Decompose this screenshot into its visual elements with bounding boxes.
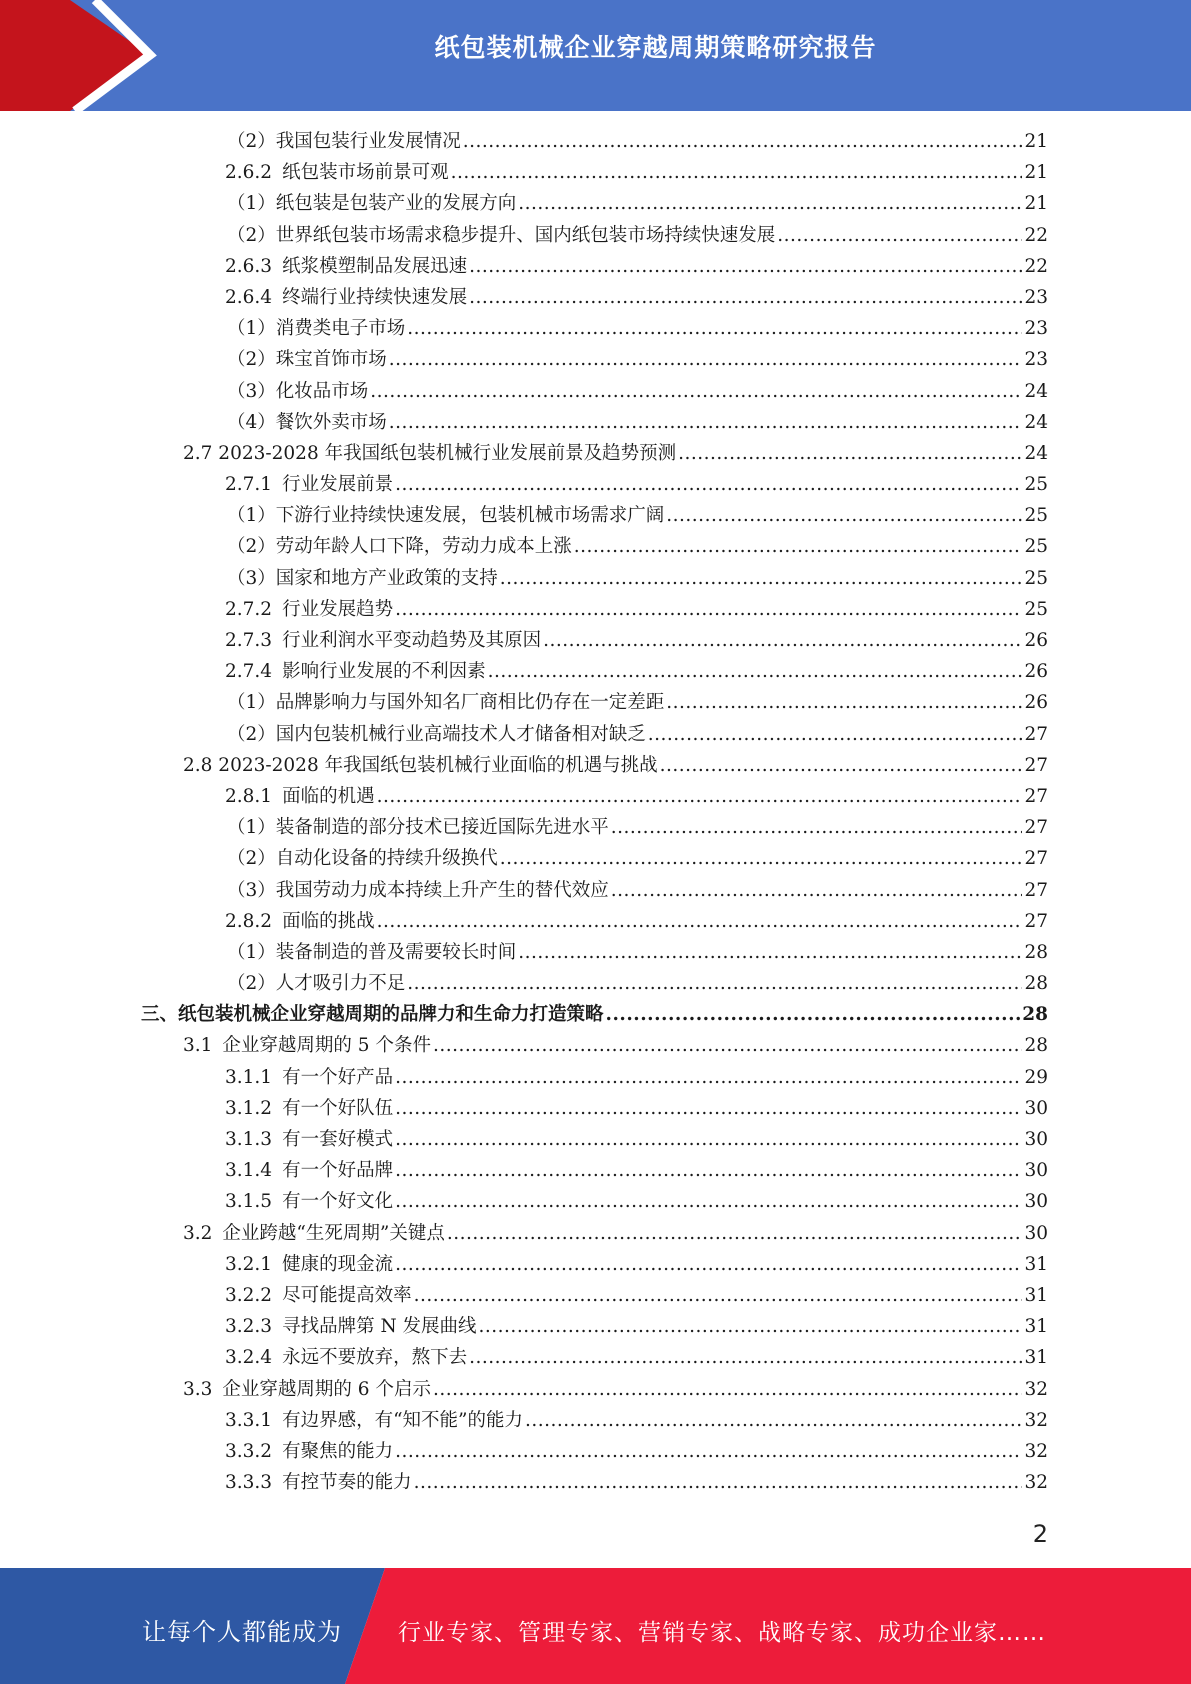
toc-entry[interactable]	[0, 594, 1191, 625]
toc-entry[interactable]	[0, 126, 1191, 157]
toc-entry-number: 3.2.1	[225, 1253, 273, 1275]
toc-entry-label	[183, 438, 676, 469]
toc-entry-label	[225, 1124, 393, 1155]
toc-entry[interactable]	[0, 625, 1191, 656]
toc-entry-page: 27	[1024, 879, 1048, 901]
footer-expert-list: 行业专家、管理专家、营销专家、战略专家、成功企业家……	[398, 1620, 1046, 1646]
toc-dot-leader	[395, 1186, 1022, 1217]
toc-entry-label	[227, 344, 387, 375]
toc-entry[interactable]	[0, 407, 1191, 438]
toc-entry-label	[227, 875, 609, 906]
toc-dot-leader	[414, 1467, 1023, 1498]
toc-entry-label	[225, 157, 449, 188]
toc-entry-label	[227, 563, 498, 594]
toc-dot-leader	[389, 344, 1023, 375]
toc-entry-label	[227, 500, 664, 531]
toc-entry-page: 21	[1024, 193, 1048, 215]
toc-entry-number: 3.1.2	[225, 1097, 273, 1119]
toc-entry-title: （1）装备制造的普及需要较长时间	[227, 941, 517, 963]
toc-entry-page: 22	[1024, 255, 1048, 277]
toc-entry-label	[227, 531, 572, 562]
toc-entry[interactable]	[0, 313, 1191, 344]
toc-entry-label	[225, 1342, 467, 1373]
toc-entry-title: 终端行业持续快速发展	[282, 286, 468, 308]
toc-entry-label	[227, 812, 609, 843]
toc-entry-title: （3）国家和地方产业政策的支持	[227, 567, 498, 589]
toc-entry-page: 32	[1024, 1472, 1048, 1494]
toc-entry-title: 永远不要放弃，熬下去	[282, 1347, 468, 1369]
toc-entry-label	[227, 126, 461, 157]
toc-entry-title: 三、纸包装机械企业穿越周期的品牌力和生命力打造策略	[141, 1004, 604, 1026]
toc-entry-label	[225, 1311, 477, 1342]
toc-entry[interactable]	[0, 781, 1191, 812]
toc-entry-title: （1）纸包装是包装产业的发展方向	[227, 193, 517, 215]
toc-dot-leader	[395, 1062, 1022, 1093]
toc-entry-title: （2）自动化设备的持续升级换代	[227, 848, 498, 870]
toc-entry[interactable]	[0, 376, 1191, 407]
toc-entry-number: 3.1.3	[225, 1129, 273, 1150]
page-header	[0, 0, 1191, 111]
toc-dot-leader	[500, 563, 1023, 594]
toc-entry-number: 3.2.4	[225, 1347, 273, 1369]
toc-dot-leader	[777, 220, 1022, 251]
toc-entry-title: 健康的现金流	[282, 1253, 394, 1275]
toc-entry-number: 2.6.3	[225, 255, 273, 277]
toc-entry-label	[225, 1062, 393, 1093]
toc-entry-label	[183, 1374, 431, 1405]
toc-dot-leader	[525, 1405, 1022, 1436]
toc-entry-label	[183, 1030, 431, 1061]
page-footer	[0, 1568, 1191, 1684]
toc-entry-number: 2.7.3	[225, 630, 273, 651]
toc-entry-page: 25	[1024, 536, 1048, 558]
toc-entry-label	[227, 313, 405, 344]
toc-entry-title: （1）装备制造的部分技术已接近国际先进水平	[227, 817, 609, 839]
toc-entry-number: 3.3	[183, 1378, 213, 1400]
toc-entry[interactable]	[0, 1342, 1191, 1373]
toc-dot-leader	[666, 500, 1022, 531]
toc-entry[interactable]	[0, 1436, 1191, 1467]
toc-entry-page: 24	[1024, 442, 1048, 464]
toc-dot-leader	[469, 1342, 1022, 1373]
toc-entry[interactable]	[0, 500, 1191, 531]
toc-entry[interactable]	[0, 157, 1191, 188]
toc-entry-page: 30	[1024, 1160, 1048, 1182]
toc-entry-page: 30	[1024, 1222, 1048, 1244]
toc-dot-leader	[389, 407, 1023, 438]
toc-entry-page: 32	[1024, 1440, 1048, 1462]
toc-entry-title: 有一个好队伍	[282, 1097, 394, 1119]
toc-entry-label	[225, 1436, 393, 1467]
toc-entry-label	[227, 407, 387, 438]
toc-entry-number: 3.1	[183, 1035, 213, 1057]
toc-entry[interactable]	[0, 1467, 1191, 1498]
toc-dot-leader	[488, 656, 1023, 687]
toc-entry-page: 21	[1024, 131, 1048, 152]
toc-entry-page: 27	[1024, 723, 1048, 745]
toc-entry-title: 2.7 2023-2028 年我国纸包装机械行业发展前景及趋势预测	[183, 442, 677, 464]
toc-entry-page: 27	[1024, 754, 1048, 776]
toc-dot-leader	[395, 1436, 1022, 1467]
toc-entry[interactable]	[0, 906, 1191, 937]
toc-entry-label	[227, 376, 368, 407]
toc-entry-title: （4）餐饮外卖市场	[227, 411, 387, 433]
toc-dot-leader	[395, 1124, 1022, 1155]
toc-entry-number: 2.7.4	[225, 661, 273, 683]
toc-entry-title: （2）国内包装机械行业高端技术人才储备相对缺乏	[227, 723, 646, 745]
toc-entry[interactable]	[0, 469, 1191, 500]
toc-entry[interactable]	[0, 656, 1191, 687]
toc-entry-number: 2.6.4	[225, 286, 273, 308]
toc-entry-label	[227, 937, 516, 968]
toc-entry-page: 27	[1024, 848, 1048, 870]
toc-entry[interactable]	[0, 812, 1191, 843]
toc-entry-title: 有一个好文化	[282, 1191, 394, 1213]
toc-entry-label	[227, 719, 646, 750]
toc-entry-label	[225, 1249, 393, 1280]
toc-entry-page: 23	[1024, 286, 1048, 308]
toc-entry-page: 28	[1024, 941, 1048, 963]
toc-entry-page: 23	[1024, 349, 1048, 371]
toc-entry-title: 纸浆模塑制品发展迅速	[282, 255, 468, 277]
toc-entry[interactable]	[0, 251, 1191, 282]
toc-entry[interactable]	[0, 1405, 1191, 1436]
toc-entry-title: （2）我国包装行业发展情况	[227, 131, 461, 152]
page-number: 2	[1032, 1520, 1048, 1548]
toc-entry[interactable]	[0, 1062, 1191, 1093]
toc-entry-label	[183, 1218, 445, 1249]
toc-entry-page: 28	[1024, 1035, 1048, 1057]
toc-entry-title: 行业利润水平变动趋势及其原因	[282, 630, 542, 651]
toc-dot-leader	[518, 188, 1022, 219]
toc-entry-page: 31	[1024, 1284, 1048, 1306]
toc-dot-leader	[500, 843, 1023, 874]
toc-entry[interactable]	[0, 531, 1191, 562]
toc-dot-leader	[479, 1311, 1023, 1342]
toc-entry-title: （2）世界纸包装市场需求稳步提升、国内纸包装市场持续快速发展	[227, 224, 776, 246]
toc-entry-title: 企业跨越“生死周期”关键点	[222, 1222, 445, 1244]
toc-entry-label	[141, 999, 604, 1030]
toc-entry-number: 2.8.1	[225, 785, 273, 807]
toc-dot-leader	[666, 687, 1022, 718]
toc-entry[interactable]	[0, 843, 1191, 874]
toc-entry-number: 3.3.3	[225, 1472, 273, 1494]
toc-entry[interactable]	[0, 687, 1191, 718]
toc-entry[interactable]	[0, 1186, 1191, 1217]
toc-dot-leader	[611, 875, 1023, 906]
toc-dot-leader	[377, 781, 1023, 812]
toc-entry-page: 25	[1024, 567, 1048, 589]
toc-entry-title: 有一个好品牌	[282, 1160, 394, 1182]
toc-entry-title: 企业穿越周期的 5 个条件	[222, 1035, 431, 1057]
toc-dot-leader	[648, 719, 1023, 750]
toc-entry-title: 企业穿越周期的 6 个启示	[222, 1378, 431, 1400]
toc-entry-number: 3.2.2	[225, 1284, 273, 1306]
report-title: 纸包装机械企业穿越周期策略研究报告	[434, 33, 877, 62]
toc-dot-leader	[395, 594, 1022, 625]
toc-entry-page: 24	[1024, 380, 1048, 402]
toc-entry-page: 30	[1024, 1129, 1048, 1150]
toc-entry[interactable]	[0, 282, 1191, 313]
toc-entry-label	[225, 781, 375, 812]
toc-entry[interactable]	[0, 1280, 1191, 1311]
toc-entry[interactable]	[0, 1030, 1191, 1061]
toc-dot-leader	[451, 157, 1023, 188]
toc-entry-label	[183, 750, 658, 781]
toc-entry-title: 有聚焦的能力	[282, 1440, 394, 1462]
toc-dot-leader	[469, 282, 1022, 313]
toc-entry-title: （1）消费类电子市场	[227, 318, 406, 340]
toc-entry-number: 3.3.1	[225, 1409, 273, 1431]
toc-dot-leader	[414, 1280, 1023, 1311]
toc-dot-leader	[611, 812, 1023, 843]
toc-entry-page: 25	[1024, 598, 1048, 620]
toc-entry-label	[225, 469, 393, 500]
toc-entry-number: 2.6.2	[225, 162, 273, 184]
footer-slogan: 让每个人都能成为	[142, 1618, 342, 1646]
toc-entry-title: 寻找品牌第 N 发展曲线	[282, 1316, 477, 1338]
toc-dot-leader	[395, 469, 1022, 500]
toc-entry-page: 31	[1024, 1347, 1048, 1369]
toc-entry-number: 3.2	[183, 1222, 213, 1244]
toc-dot-leader	[407, 968, 1022, 999]
toc-entry-page: 32	[1024, 1409, 1048, 1431]
toc-entry-label	[225, 1280, 412, 1311]
toc-entry-page: 23	[1024, 318, 1048, 340]
toc-entry[interactable]	[0, 968, 1191, 999]
toc-entry-title: 有边界感，有“知不能”的能力	[282, 1409, 523, 1431]
toc-entry-title: （2）人才吸引力不足	[227, 973, 406, 995]
toc-entry-title: 面临的挑战	[282, 910, 375, 932]
toc-entry-page: 24	[1024, 411, 1048, 433]
toc-entry-label	[225, 625, 541, 656]
toc-entry[interactable]	[0, 438, 1191, 469]
toc-entry-title: 尽可能提高效率	[282, 1284, 412, 1306]
toc-entry-number: 2.7.2	[225, 598, 273, 620]
toc-dot-leader	[395, 1155, 1022, 1186]
toc-entry[interactable]	[0, 563, 1191, 594]
toc-entry[interactable]	[0, 344, 1191, 375]
toc-entry-number: 2.7.1	[225, 474, 273, 496]
toc-dot-leader	[433, 1030, 1022, 1061]
toc-entry-page: 26	[1024, 661, 1048, 683]
toc-entry-page: 29	[1024, 1066, 1048, 1088]
toc-entry-title: 纸包装市场前景可观	[282, 162, 449, 184]
toc-dot-leader	[447, 1218, 1023, 1249]
toc-entry-title: （2）珠宝首饰市场	[227, 349, 387, 371]
toc-entry[interactable]	[0, 1218, 1191, 1249]
toc-entry-label	[227, 968, 405, 999]
toc-entry-page: 30	[1024, 1097, 1048, 1119]
toc-entry-label	[225, 656, 486, 687]
toc-entry-title: 2.8 2023-2028 年我国纸包装机械行业面临的机遇与挑战	[183, 754, 658, 776]
toc-dot-leader	[574, 531, 1023, 562]
toc-dot-leader	[395, 1093, 1022, 1124]
toc-entry[interactable]	[0, 188, 1191, 219]
toc-dot-leader	[377, 906, 1023, 937]
toc-entry-page: 22	[1024, 224, 1048, 246]
toc-entry-label	[225, 906, 375, 937]
toc-dot-leader	[660, 750, 1023, 781]
toc-entry-page: 21	[1024, 162, 1048, 184]
toc-entry-page: 31	[1024, 1253, 1048, 1275]
toc-dot-leader	[370, 376, 1022, 407]
toc-entry[interactable]	[0, 937, 1191, 968]
table-of-contents	[0, 126, 1191, 1498]
toc-entry-page: 25	[1024, 474, 1048, 496]
toc-entry-label	[225, 1186, 393, 1217]
toc-entry-label	[225, 1405, 523, 1436]
toc-entry-label	[227, 687, 664, 718]
toc-entry-label	[227, 188, 516, 219]
toc-entry-label	[225, 251, 467, 282]
toc-entry[interactable]	[0, 1124, 1191, 1155]
toc-dot-leader	[543, 625, 1022, 656]
toc-entry-title: （1）品牌影响力与国外知名厂商相比仍存在一定差距	[227, 692, 665, 714]
toc-entry-page: 25	[1024, 505, 1048, 527]
toc-entry[interactable]	[0, 1311, 1191, 1342]
toc-entry-label	[227, 843, 498, 874]
toc-entry-title: （3）化妆品市场	[227, 380, 369, 402]
toc-entry-page: 27	[1024, 817, 1048, 839]
toc-entry-page: 31	[1024, 1316, 1048, 1338]
toc-entry-page: 30	[1024, 1191, 1048, 1213]
toc-entry[interactable]	[0, 1093, 1191, 1124]
toc-entry-number: 3.3.2	[225, 1440, 273, 1462]
toc-entry-page: 27	[1024, 785, 1048, 807]
toc-entry-label	[227, 220, 775, 251]
toc-entry[interactable]	[0, 220, 1191, 251]
toc-entry[interactable]	[0, 999, 1191, 1030]
toc-entry-number: 3.2.3	[225, 1316, 273, 1338]
toc-entry[interactable]	[0, 1374, 1191, 1405]
toc-dot-leader	[518, 937, 1022, 968]
toc-dot-leader	[678, 438, 1022, 469]
toc-entry-page: 26	[1024, 630, 1048, 651]
toc-dot-leader	[407, 313, 1022, 344]
toc-entry-title: （2）劳动年龄人口下降，劳动力成本上涨	[227, 536, 572, 558]
toc-entry-label	[225, 594, 393, 625]
toc-entry-title: （3）我国劳动力成本持续上升产生的替代效应	[227, 879, 609, 901]
toc-entry-number: 3.1.5	[225, 1191, 273, 1213]
toc-entry-title: 行业发展趋势	[282, 598, 394, 620]
toc-entry-title: 有一个好产品	[282, 1066, 394, 1088]
toc-entry[interactable]	[0, 875, 1191, 906]
toc-entry[interactable]	[0, 1155, 1191, 1186]
toc-entry-page: 28	[1022, 1004, 1048, 1026]
toc-entry-number: 3.1.1	[225, 1066, 273, 1088]
toc-entry[interactable]	[0, 1249, 1191, 1280]
toc-entry-label	[225, 282, 467, 313]
toc-dot-leader	[463, 126, 1023, 157]
toc-entry[interactable]	[0, 719, 1191, 750]
toc-entry-page: 27	[1024, 910, 1048, 932]
toc-entry-title: 有控节奏的能力	[282, 1472, 412, 1494]
toc-entry-page: 28	[1024, 973, 1048, 995]
toc-dot-leader	[395, 1249, 1022, 1280]
toc-entry-title: 行业发展前景	[282, 474, 394, 496]
toc-entry-title: 有一套好模式	[282, 1129, 394, 1150]
toc-dot-leader	[606, 999, 1021, 1030]
toc-dot-leader	[469, 251, 1022, 282]
toc-entry-number: 2.8.2	[225, 910, 273, 932]
toc-entry[interactable]	[0, 750, 1191, 781]
toc-entry-page: 26	[1024, 692, 1048, 714]
toc-entry-label	[225, 1155, 393, 1186]
toc-entry-label	[225, 1093, 393, 1124]
toc-entry-number: 3.1.4	[225, 1160, 273, 1182]
toc-entry-title: 影响行业发展的不利因素	[282, 661, 486, 683]
toc-entry-label	[225, 1467, 412, 1498]
toc-entry-page: 32	[1024, 1378, 1048, 1400]
toc-entry-title: 面临的机遇	[282, 785, 375, 807]
toc-entry-title: （1）下游行业持续快速发展，包装机械市场需求广阔	[227, 505, 665, 527]
toc-dot-leader	[433, 1374, 1022, 1405]
